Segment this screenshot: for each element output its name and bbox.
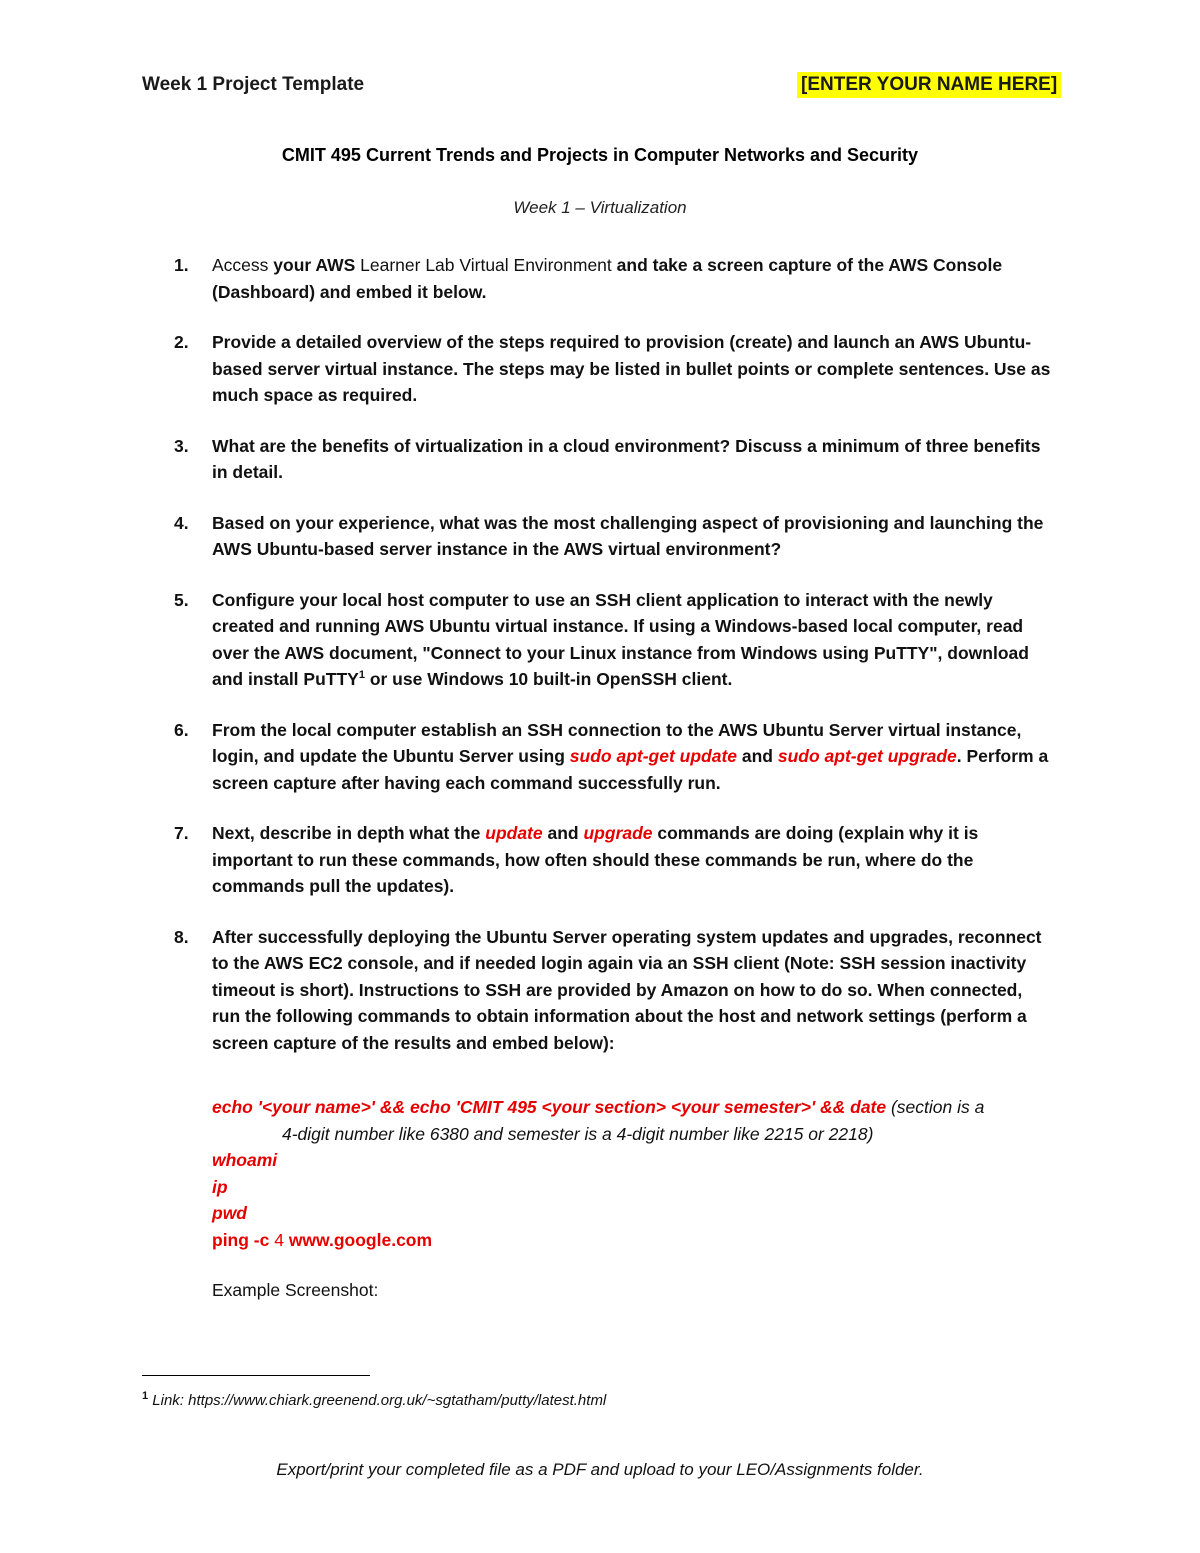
item-number: 3.	[174, 435, 189, 456]
command-note: (section is a	[886, 1097, 985, 1117]
item-number: 7.	[174, 823, 189, 843]
header-name-placeholder: [ENTER YOUR NAME HERE]	[797, 72, 1061, 98]
command-highlight: update	[485, 823, 543, 843]
command-ping: ping -c 4 www.google.com	[212, 1229, 433, 1250]
item-number: 1.	[174, 255, 189, 275]
command-echo: echo '<your name>' && echo 'CMIT 495 <your section> <your semester>' && date	[212, 1097, 887, 1117]
header-title: Week 1 Project Template	[142, 74, 365, 95]
list-item-8: 8. After successfully deploying the Ubuntu Server operating system updates and upgrades, reconnect to the AWS EC2 console, and if needed login again via an SSH client (Note: SSH session inactivity timeout is short). Instructions to SSH are provided by Amazon on how to do so. When connected, run the following commands to obtain information about the host and network settings (perform a screen capture of the results and embed below):	[174, 924, 1054, 1057]
document-subtitle: Week 1 – Virtualization	[513, 198, 687, 217]
item-number: 8.	[174, 926, 189, 947]
question-list	[174, 252, 1054, 1080]
document-title: CMIT 495 Current Trends and Projects in Computer Networks and Security	[281, 145, 919, 165]
command-pwd: pwd	[212, 1203, 247, 1223]
command-highlight: sudo apt-get upgrade	[777, 746, 957, 766]
footnote-link[interactable]: Link: https://www.chiark.greenend.org.uk/~sgtatham/putty/latest.html	[148, 1392, 607, 1409]
command-note-continued: 4-digit number like 6380 and semester is a 4-digit number like 2215 or 2218)	[282, 1123, 874, 1144]
item-number: 4.	[174, 512, 189, 533]
list-item-6: 6. From the local computer establish an SSH connection to the AWS Ubuntu Server virtual instance, login, and update the Ubuntu Server using sudo apt-get update and sudo apt-get upgrade. Perform a screen capture after having each command successfully run.	[174, 717, 1054, 797]
item-number: 6.	[174, 719, 189, 740]
item-number: 5.	[174, 589, 189, 610]
list-item-2: 2. Provide a detailed overview of the steps required to provision (create) and launch an AWS Ubuntu-based server virtual instance. The steps may be listed in bullet points or complete sentences. Use as much space as required.	[174, 329, 1054, 409]
list-item-7: 7. Next, describe in depth what the update and upgrade commands are doing (explain why it is important to run these commands, how often should these commands be run, where do the commands pull the updates).	[174, 820, 1054, 900]
command-highlight: sudo apt-get update	[569, 746, 738, 766]
command-echo-line	[212, 1094, 1072, 1147]
footnote-divider	[142, 1375, 370, 1376]
list-item-3: 3. What are the benefits of virtualization in a cloud environment? Discuss a minimum of three benefits in detail.	[174, 433, 1054, 486]
command-block	[212, 1094, 1072, 1253]
item-number: 2.	[174, 332, 189, 352]
footnote	[142, 1392, 606, 1409]
page-footer: Export/print your completed file as a PDF and upload to your LEO/Assignments folder.	[276, 1460, 924, 1479]
command-ip: ip	[212, 1176, 228, 1197]
footnote-number: 1	[142, 1390, 149, 1402]
example-screenshot-label: Example Screenshot:	[212, 1280, 379, 1300]
list-item-1: 1. Access your AWS Learner Lab Virtual Environment and take a screen capture of the AWS Console (Dashboard) and embed it below.	[174, 252, 1054, 305]
list-item-5: 5. Configure your local host computer to use an SSH client application to interact with the newly created and running AWS Ubuntu virtual instance. If using a Windows-based local computer, read over the AWS document, "Connect to your Linux instance from Windows using PuTTY", download and install PuTTY$^1$ or use Windows 10 built-in OpenSSH client.	[174, 587, 1054, 693]
command-highlight: upgrade	[583, 823, 653, 843]
command-whoami: whoami	[212, 1150, 278, 1170]
footnote-ref[interactable]: 1	[358, 669, 365, 682]
list-item-4: 4. Based on your experience, what was the most challenging aspect of provisioning and launching the AWS Ubuntu-based server instance in the AWS virtual environment?	[174, 510, 1054, 563]
